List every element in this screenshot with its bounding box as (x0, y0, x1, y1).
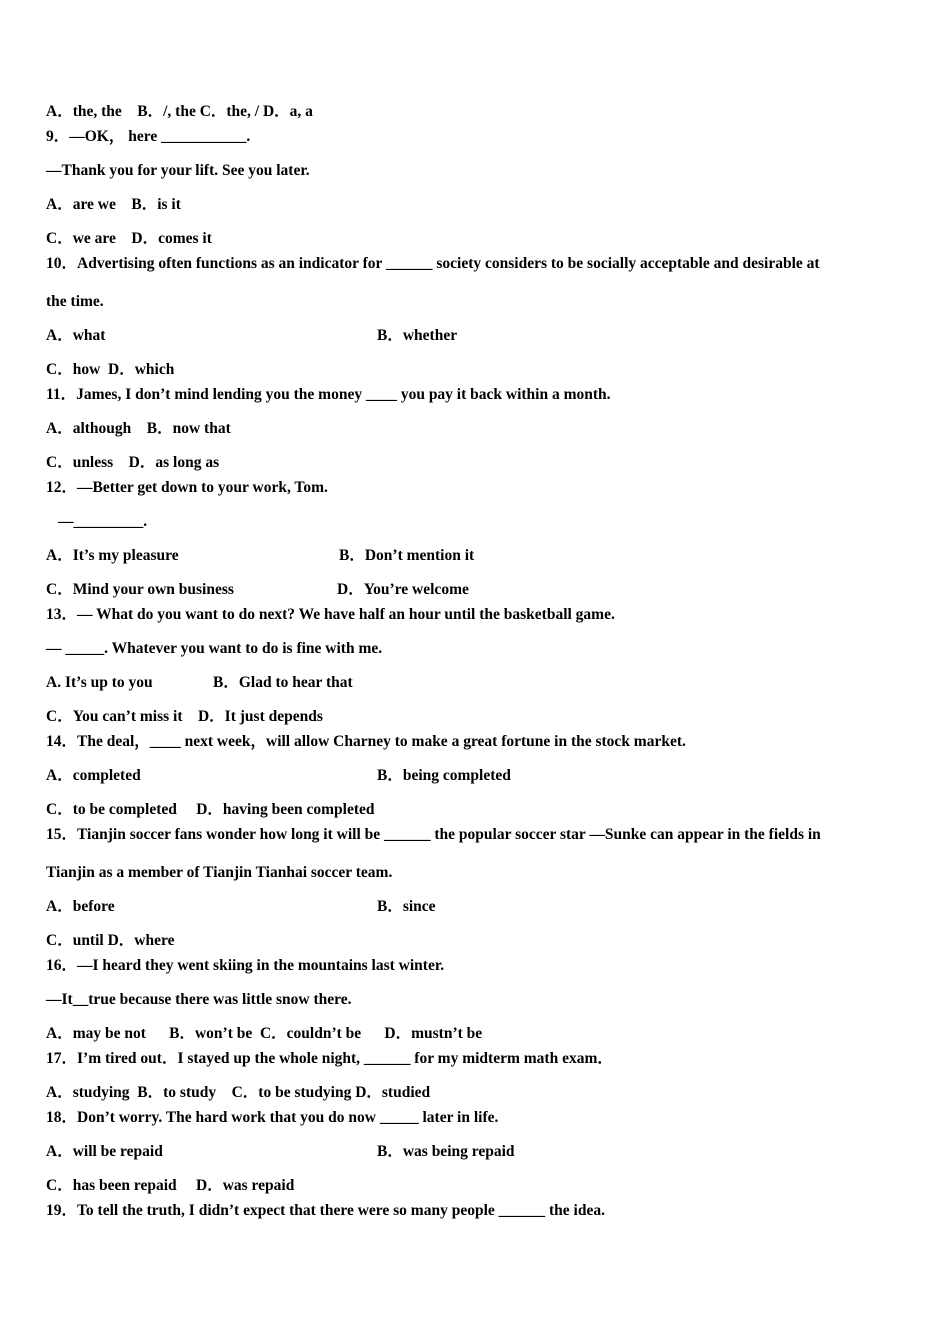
q13-option-b: B．Glad to hear that (213, 674, 353, 691)
q15-stem-cont: Tianjin as a member of Tianjin Tianhai soccer team. (46, 864, 393, 881)
q16-stem: 16．—I heard they went skiing in the mountains last winter. (46, 957, 445, 974)
q18-option-b: B．was being repaid (377, 1143, 515, 1160)
q15-option-b: B．since (377, 898, 436, 915)
q12-option-a: A．It’s my pleasure (46, 547, 179, 564)
q17-options: A．studying B．to study C．to be studying D．studied (46, 1084, 431, 1101)
q11-stem: 11．James, I don’t mind lending you the money ____ you pay it back within a month. (46, 386, 611, 403)
q15-stem: 15．Tianjin soccer fans wonder how long it will be ______ the popular soccer star —Sunke can appear in the fields in (46, 826, 821, 843)
q15-option-a: A．before (46, 898, 115, 915)
q12-option-d: D．You’re welcome (337, 581, 469, 598)
q9-stem: 9．—OK， here ___________. (46, 128, 251, 145)
q9-reply: —Thank you for your lift. See you later. (46, 162, 310, 179)
q18-stem: 18．Don’t worry. The hard work that you do now _____ later in life. (46, 1109, 499, 1126)
q14-options-cd: C．to be completed D．having been completed (46, 801, 375, 818)
q10-option-a: A．what (46, 327, 106, 344)
q19-stem: 19．To tell the truth, I didn’t expect that there were so many people ______ the idea. (46, 1202, 605, 1219)
q12-option-b: B．Don’t mention it (339, 547, 475, 564)
q17-stem: 17．I’m tired out．I stayed up the whole night, ______ for my midterm math exam． (46, 1050, 613, 1067)
q14-option-b: B．being completed (377, 767, 511, 784)
q13-reply: — _____. Whatever you want to do is fine with me. (46, 640, 383, 657)
q8-options: A．the, the B．/, the C．the, / D．a, a (46, 103, 313, 120)
q11-options-ab: A．although B．now that (46, 420, 231, 437)
q10-stem-cont: the time. (46, 293, 104, 310)
q14-option-a: A．completed (46, 767, 141, 784)
q16-options: A．may be not B．won’t be C．couldn’t be D．mustn’t be (46, 1025, 483, 1042)
q18-options-cd: C．has been repaid D．was repaid (46, 1177, 295, 1194)
q11-options-cd: C．unless D．as long as (46, 454, 220, 471)
q9-options-ab: A．are we B．is it (46, 196, 181, 213)
q18-option-a: A．will be repaid (46, 1143, 163, 1160)
q13-option-a: A. It’s up to you (46, 674, 153, 691)
q12-reply: —_________. (58, 513, 148, 530)
q13-options-cd: C．You can’t miss it D．It just depends (46, 708, 323, 725)
q15-options-cd: C．until D．where (46, 932, 175, 949)
q10-options-cd: C．how D．which (46, 361, 175, 378)
q14-stem: 14．The deal，____ next week，will allow Charney to make a great fortune in the stock market. (46, 733, 686, 750)
q10-option-b: B．whether (377, 327, 458, 344)
q9-options-cd: C．we are D．comes it (46, 230, 212, 247)
q16-reply: —It__true because there was little snow there. (46, 991, 352, 1008)
q10-stem: 10．Advertising often functions as an indicator for ______ society considers to be socially acceptable and desirable at (46, 255, 820, 272)
q12-option-c: C．Mind your own business (46, 581, 234, 598)
q13-stem: 13．— What do you want to do next? We have half an hour until the basketball game. (46, 606, 615, 623)
q12-stem: 12．—Better get down to your work, Tom. (46, 479, 328, 496)
